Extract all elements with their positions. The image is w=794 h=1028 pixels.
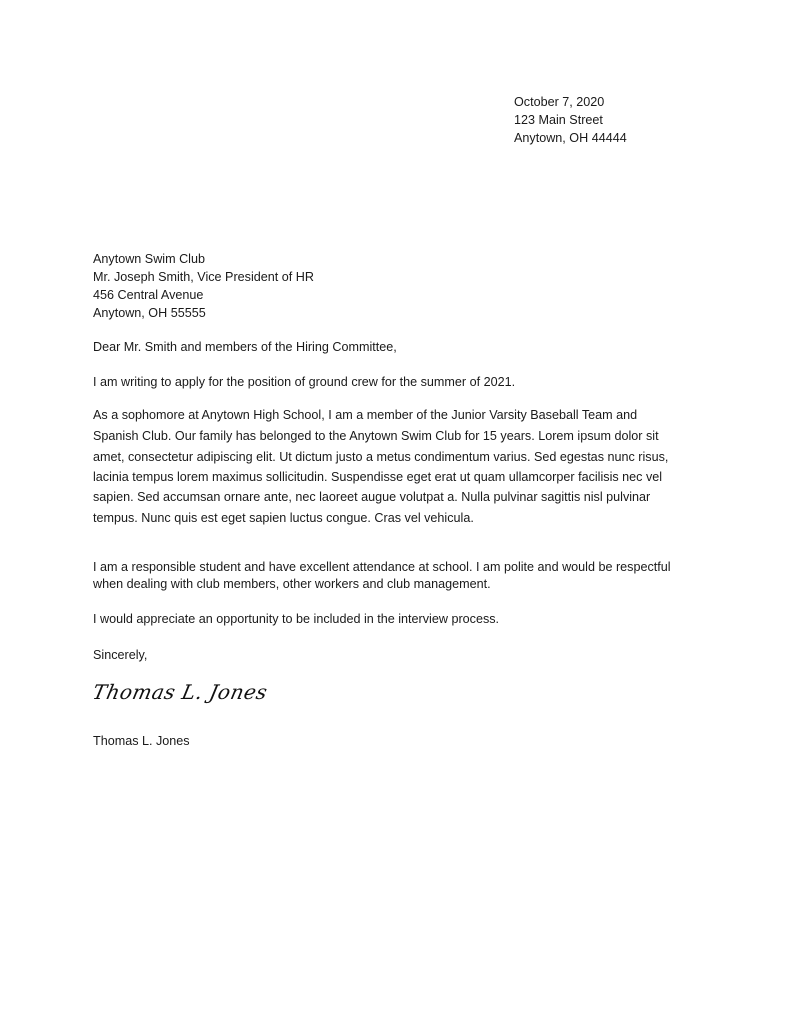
body-line: when dealing with club members, other workers and club management. — [93, 577, 491, 591]
salutation: Dear Mr. Smith and members of the Hiring Committee, — [93, 340, 397, 354]
recipient-name: Mr. Joseph Smith, Vice President of HR — [93, 270, 314, 284]
signer-name: Thomas L. Jones — [93, 734, 190, 748]
sender-city: Anytown, OH 44444 — [514, 131, 627, 145]
letter-date: October 7, 2020 — [514, 95, 605, 109]
body-line: amet, consectetur adipiscing elit. Ut dictum justo a metus condimentum varius. Sed egestas nunc risus, — [93, 450, 669, 464]
recipient-street: 456 Central Avenue — [93, 288, 204, 302]
body-line: As a sophomore at Anytown High School, I am a member of the Junior Varsity Baseball Team and — [93, 408, 638, 422]
handwritten-signature: Thomas L. Jones — [90, 680, 270, 704]
recipient-org: Anytown Swim Club — [93, 252, 205, 266]
body-line: lacinia tempus lorem maximus sollicitudin. Suspendisse eget erat ut quam ullamcorper facilisis nec vel — [93, 470, 663, 484]
body-line: I would appreciate an opportunity to be included in the interview process. — [93, 612, 500, 626]
recipient-city: Anytown, OH 55555 — [93, 306, 206, 320]
body-line: I am a responsible student and have excellent attendance at school. I am polite and would be respectful — [93, 560, 671, 574]
sender-street: 123 Main Street — [514, 113, 603, 127]
body-line: I am writing to apply for the position of ground crew for the summer of 2021. — [93, 375, 516, 389]
closing: Sincerely, — [93, 648, 148, 662]
body-line: Spanish Club. Our family has belonged to the Anytown Swim Club for 15 years. Lorem ipsum dolor sit — [93, 429, 659, 443]
body-line: sapien. Sed accumsan ornare ante, nec laoreet augue volutpat a. Nulla pulvinar sagittis nisl pulvinar — [93, 490, 651, 504]
body-line: tempus. Nunc quis est eget sapien luctus congue. Cras vel vehicula. — [93, 511, 474, 525]
